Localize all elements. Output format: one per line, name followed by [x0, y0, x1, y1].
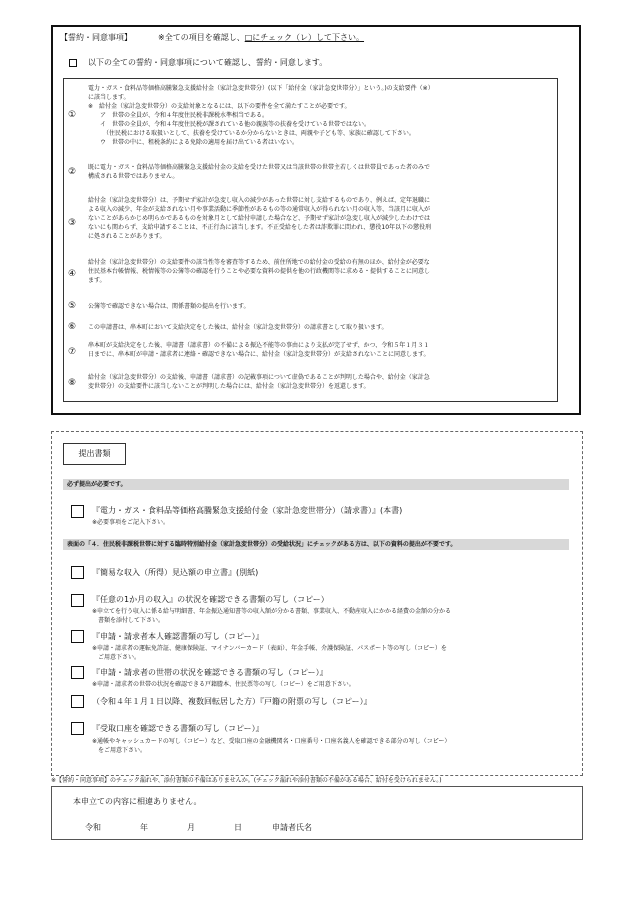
item-line: 給付金（家計急変世帯分）の支給後、申請書（請求書）の記載事項について虚偽であることが判明した場合や、給付金（家計急	[88, 374, 430, 381]
documents-title: 提出書類	[78, 449, 111, 458]
agreement-item-4	[88, 258, 553, 285]
item-line: （住民税における取扱いとして、扶養を受けているか分からないときは、両親や子ども等、家族に確認して下さい。	[88, 130, 415, 137]
doc-note-line: ご用意下さい。	[92, 654, 141, 661]
date-year-label: 年	[140, 823, 148, 832]
item-line: 給付金（家計急変世帯分）は、予期せず家計が急変し収入の減少があった世帯に対し支給するものであり、例えば、定年退職に	[88, 197, 430, 204]
date-month-label: 月	[187, 823, 195, 832]
check-all-label: 以下の全ての誓約・同意事項について確認し、誓約・同意します。	[88, 58, 328, 67]
item-line: 構成される世帯ではありません。	[88, 173, 179, 180]
signer-name-label: 申請者氏名	[272, 823, 312, 832]
doc-note-line: ※申請・請求者の世帯の状況を確認できる戸籍謄本、住民票等の写し（コピー）をご用意下さい。	[92, 681, 355, 688]
agreement-item-6	[88, 323, 553, 332]
declaration-box	[51, 786, 583, 840]
doc-checkbox-family-register[interactable]	[71, 695, 84, 708]
item-number-5: ⑤	[67, 301, 77, 311]
item-line: ※ 給付金（家計急変世帯分）の支給対象となるには、以下の要件を全て満たすことが必要です。	[88, 103, 351, 110]
agreement-instruction	[158, 32, 364, 43]
doc-title-household: 『申請・請求者の世帯の状況を確認できる書類の写し（コピー）』	[92, 668, 328, 677]
item-line: に処されることがあります。	[88, 233, 166, 240]
required-doc-checkbox[interactable]	[71, 505, 84, 518]
doc-title-family-register: （令和４年１月１日以降、複数回転居した方）『戸籍の附票の写し（コピー）』	[92, 697, 372, 706]
item-number-1: ①	[67, 110, 77, 120]
check-all-checkbox[interactable]	[69, 59, 77, 67]
item-number-2: ②	[67, 167, 77, 177]
instruction-underlined: □にチェック（レ）して下さい。	[244, 33, 365, 42]
date-era-label: 令和	[85, 823, 101, 832]
item-line: この申請書は、串本町において支給決定をした後は、給付金（家計急変世帯分）の請求書として取り扱います。	[88, 324, 388, 331]
doc-notes-household	[92, 680, 572, 689]
agreement-item-2	[88, 163, 553, 181]
item-line: よる収入の減少、年金が支給されない月や事業活動に季節性があるもの等の通常収入が得られない月の収入等、当該月に収入が	[88, 206, 431, 213]
doc-checkbox-identity[interactable]	[71, 630, 84, 643]
doc-title-bank-account: 『受取口座を確認できる書類の写し（コピー）』	[92, 724, 264, 733]
required-bar-text: 必ず提出が必要です。	[67, 481, 127, 488]
warning-text: ※【誓約・同意事項】のチェック漏れや、添付書類の不備はありませんか。(チェック漏れや添付書類の不備がある場合、給付を受けられません。)	[51, 777, 442, 784]
item-line: ないことがあらかじめ明らかであるものを対象月として給付申請した場合など、予期せず家計が急変し収入が減少したわけでは	[88, 215, 431, 222]
doc-checkbox-monthly-income[interactable]	[71, 594, 84, 607]
item-line: 給付金（家計急変世帯分）の支給要件の該当性等を審査等するため、前住所地での給付金の受給の有無のほか、給付金が必要な	[88, 259, 430, 266]
item-line: ます。	[88, 277, 106, 284]
item-line: ア 世帯の全員が、令和４年度住民税非課税水準相当である。	[88, 112, 269, 119]
doc-checkbox-income-statement[interactable]	[71, 566, 84, 579]
doc-notes-identity	[92, 644, 572, 662]
item-number-6: ⑥	[67, 322, 77, 332]
doc-note-line: ※申請・請求者の運転免許証、健康保険証、マイナンバーカード（表面）、年金手帳、介護保険証、パスポート等の写し（コピー）を	[92, 645, 447, 652]
item-line: に該当します。	[88, 94, 130, 101]
doc-title-monthly-income: 『任意の1か月の収入』の状況を確認できる書類の写し（コピー）	[92, 595, 329, 604]
required-doc-note: ※必要事項をご記入下さい。	[92, 519, 170, 526]
item-line: 既に電力・ガス・食料品等価格高騰緊急支援給付金の支給を受けた世帯又は当該世帯の世帯主若しくは世帯員であった者のみで	[88, 164, 430, 171]
agreement-item-3	[88, 196, 553, 241]
date-day-label: 日	[234, 823, 242, 832]
doc-title-income-statement: 『簡易な収入（所得）見込額の申立書』(別紙)	[92, 568, 259, 577]
required-bar	[63, 479, 569, 490]
doc-note-line: ※通帳やキャッシュカードの写し（コピー）など、受取口座の金融機関名・口座番号・口座名義人を確認できる部分の写し（コピー）	[92, 738, 451, 745]
item-line: 住民基本台帳情報、税情報等の公簿等の確認を行うことや必要な資料の提供を他の行政機関等に求める・提供することに同意し	[88, 268, 431, 275]
doc-title-identity: 『申請・請求者本人確認書類の写し（コピー）』	[92, 632, 264, 641]
doc-note-line: をご用意下さい。	[92, 747, 147, 754]
doc-notes-bank-account	[92, 737, 576, 755]
item-line: ないにも関わらず、支給申請することは、不正行為に該当します。不正受給をした者は詐欺罪に問われ、懲役10年以下の懲役刑	[88, 224, 432, 231]
item-line: ウ 世帯の中に、租税条約による免除の適用を届け出ている者はいない。	[88, 139, 299, 146]
item-number-7: ⑦	[67, 347, 77, 357]
agreement-item-8	[88, 373, 553, 391]
item-line: 串本町が支給決定をした後、申請書（請求書）の不備による振込不能等の事由により支払が完了せず、かつ、令和５年１月３１	[88, 342, 430, 349]
item-line: 公簿等で確認できない場合は、関係書類の提出を行います。	[88, 303, 250, 310]
declaration-text: 本申立ての内容に相違ありません。	[73, 797, 202, 806]
agreement-title: 【誓約・同意事項】	[60, 33, 132, 42]
item-line: イ 世帯の全員が、令和４年度住民税が課されている他の親族等の扶養を受けている世帯ではない。	[88, 121, 371, 128]
item-line: 変世帯分）の支給要件に該当しないことが判明した場合には、給付金（家計急変世帯分）を返還します。	[88, 383, 370, 390]
item-number-4: ④	[67, 269, 77, 279]
item-line: 日までに、串本町が申請・請求者に連絡・確認できない場合に、給付金（家計急変世帯分）が支給されないことに同意します。	[88, 351, 430, 358]
agreement-item-5	[88, 302, 553, 311]
item-number-3: ③	[67, 218, 77, 228]
required-doc-title: 『電力・ガス・食料品等価格高騰緊急支援給付金（家計急変世帯分）（請求書）』(本書)	[92, 506, 403, 515]
instruction-prefix: ※全ての項目を確認し、	[158, 33, 245, 42]
doc-checkbox-household[interactable]	[71, 666, 84, 679]
optional-bar-text: 表面の「４．住民税非課税世帯に対する臨時特別給付金（家計急変世帯分）の受給状況」にチェックがある方は、以下の資料の提出が不要です。	[67, 541, 457, 548]
doc-notes-monthly-income	[92, 607, 572, 625]
agreement-item-7	[88, 341, 553, 359]
item-line: 電力・ガス・食料品等価格高騰緊急支援給付金（家計急変世帯分）(以下「給付金（家計急変世帯分）」という。)の支給要件（※）	[88, 85, 434, 92]
doc-checkbox-bank-account[interactable]	[71, 722, 84, 735]
doc-note-line: 書類を添付して下さい。	[92, 617, 165, 624]
agreement-item-1	[88, 84, 553, 147]
doc-note-line: ※申立てを行う収入に係る給与明細書、年金振込通知書等の収入額が分かる書類、事業収入、不動産収入にかかる経費の金額の分かる	[92, 608, 452, 615]
item-number-8: ⑧	[67, 378, 77, 388]
